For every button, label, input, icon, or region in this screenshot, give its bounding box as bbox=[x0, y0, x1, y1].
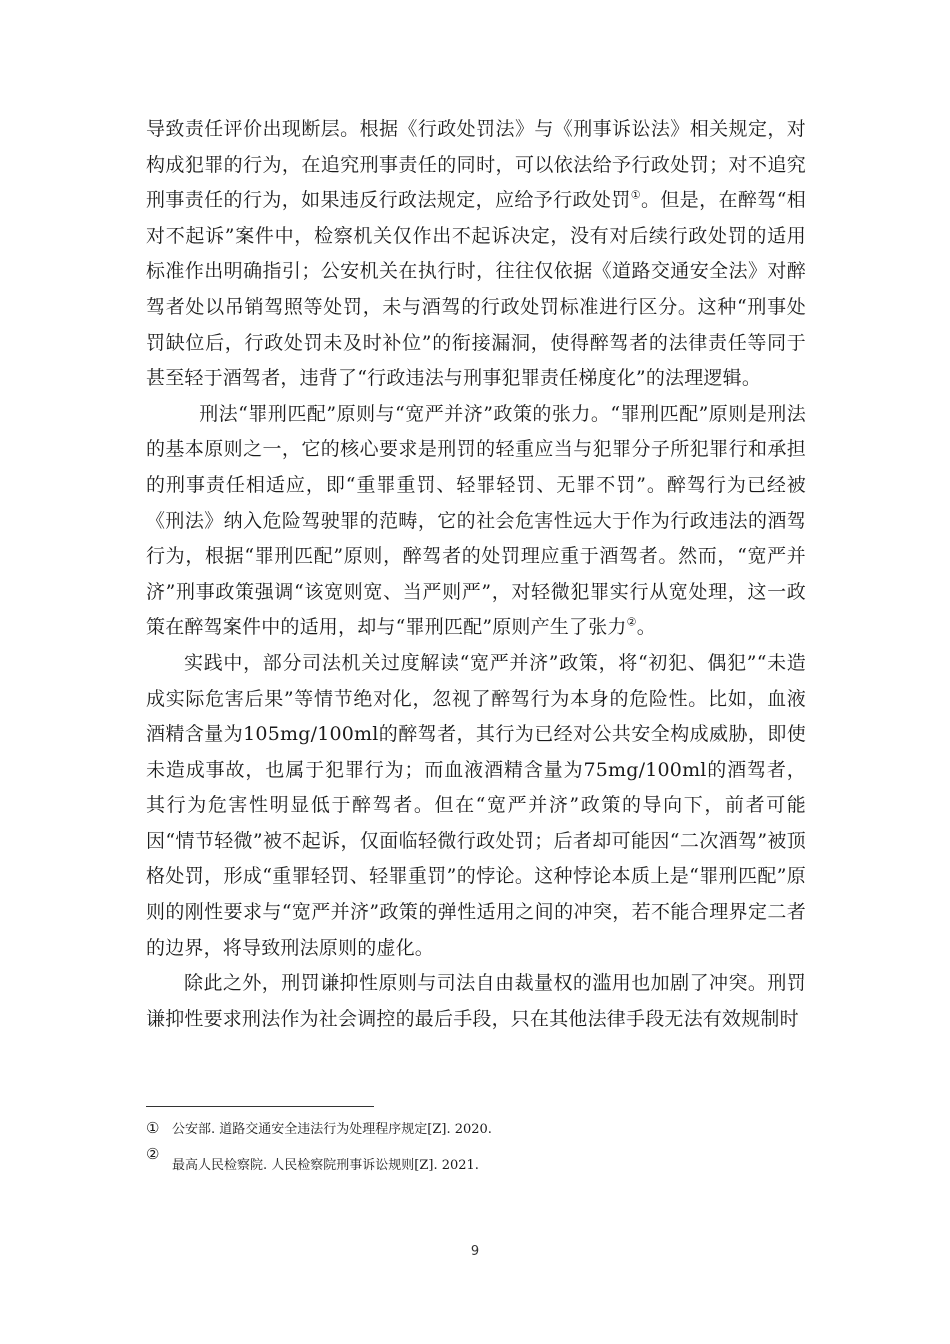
paragraph-1 bbox=[146, 112, 806, 397]
paragraph-4-text: 除此之外，刑罚谦抑性原则与司法自由裁量权的滥用也加剧了冲突。刑罚谦抑性要求刑法作为社会调控的最后手段，只在其他法律手段无法有效规制时 bbox=[146, 972, 806, 1030]
paragraph-2-text: 刑法“罪刑匹配”原则与“宽严并济”政策的张力。“罪刑匹配”原则是刑法的基本原则之一，它的核心要求是刑罚的轻重应当与犯罪分子所犯罪行和承担的刑事责任相适应，即“重罪重罚、轻罪轻罚、无罪不罚”。醉驾行为已经被《刑法》纳入危险驾驶罪的范畴，它的社会危害性远大于作为行政违法的酒驾行为，根据“罪刑匹配”原则，醉驾者的处罚理应重于酒驾者。然而，“宽严并济”刑事政策强调“该宽则宽、当严则严”，对轻微犯罪实行从宽处理，这一政策在醉驾案件中的适用，却与“罪刑匹配”原则产生了张力 bbox=[146, 402, 806, 639]
body-text bbox=[146, 112, 806, 1037]
paragraph-4 bbox=[146, 966, 806, 1037]
paragraph-2-text-cont: 。 bbox=[636, 616, 656, 639]
paragraph-3 bbox=[146, 646, 806, 966]
page-number: 9 bbox=[470, 1244, 480, 1259]
footnote-1-text: 公安部. 道路交通安全违法行为处理程序规定[Z]. 2020. bbox=[172, 1122, 492, 1137]
footnote-1-mark: ① bbox=[146, 1119, 160, 1137]
footnote-ref-2[interactable]: ② bbox=[626, 615, 637, 629]
footnote-2-mark: ② bbox=[146, 1145, 160, 1163]
footnote-2-spacer bbox=[172, 1148, 806, 1158]
footnotes bbox=[146, 1119, 806, 1184]
footnote-1 bbox=[146, 1119, 806, 1138]
paragraph-2 bbox=[146, 397, 806, 646]
paragraph-1-text-cont: 。但是，在醉驾“相对不起诉”案件中，检察机关仅作出不起诉决定，没有对后续行政处罚的适用标准作出明确指引；公安机关在执行时，往往仅依据《道路交通安全法》对醉驾者处以吊销驾照等处罚，未与酒驾的行政处罚标准进行区分。这种“刑事处罚缺位后，行政处罚未及时补位”的衔接漏洞，使得醉驾者的法律责任等同于甚至轻于酒驾者，违背了“行政违法与刑事犯罪责任梯度化”的法理逻辑。 bbox=[146, 189, 806, 390]
footnote-2 bbox=[146, 1145, 806, 1174]
footnote-separator bbox=[146, 1106, 374, 1107]
paragraph-1-text: 导致责任评价出现断层。根据《行政处罚法》与《刑事诉讼法》相关规定，对构成犯罪的行为，在追究刑事责任的同时，可以依法给予行政处罚；对不追究刑事责任的行为，如果违反行政法规定，应给予行政处罚 bbox=[146, 118, 806, 212]
footnote-ref-1[interactable]: ① bbox=[630, 188, 641, 202]
paragraph-3-text: 实践中，部分司法机关过度解读“宽严并济”政策，将“初犯、偶犯”“未造成实际危害后果”等情节绝对化，忽视了醉驾行为本身的危险性。比如，血液酒精含量为105mg/100ml的醉驾者，其行为已经对公共安全构成威胁，即使未造成事故，也属于犯罪行为；而血液酒精含量为75mg/100ml的酒驾者，其行为危害性明显低于醉驾者。但在“宽严并济”政策的导向下，前者可能因“情节轻微”被不起诉，仅面临轻微行政处罚；后者却可能因“二次酒驾”被顶格处罚，形成“重罪轻罚、轻罪重罚”的悖论。这种悖论本质上是“罪刑匹配”原则的刚性要求与“宽严并济”政策的弹性适用之间的冲突，若不能合理界定二者的边界，将导致刑法原则的虚化。 bbox=[146, 651, 806, 959]
footnote-2-text: 最高人民检察院. 人民检察院刑事诉讼规则[Z]. 2021. bbox=[172, 1158, 479, 1173]
